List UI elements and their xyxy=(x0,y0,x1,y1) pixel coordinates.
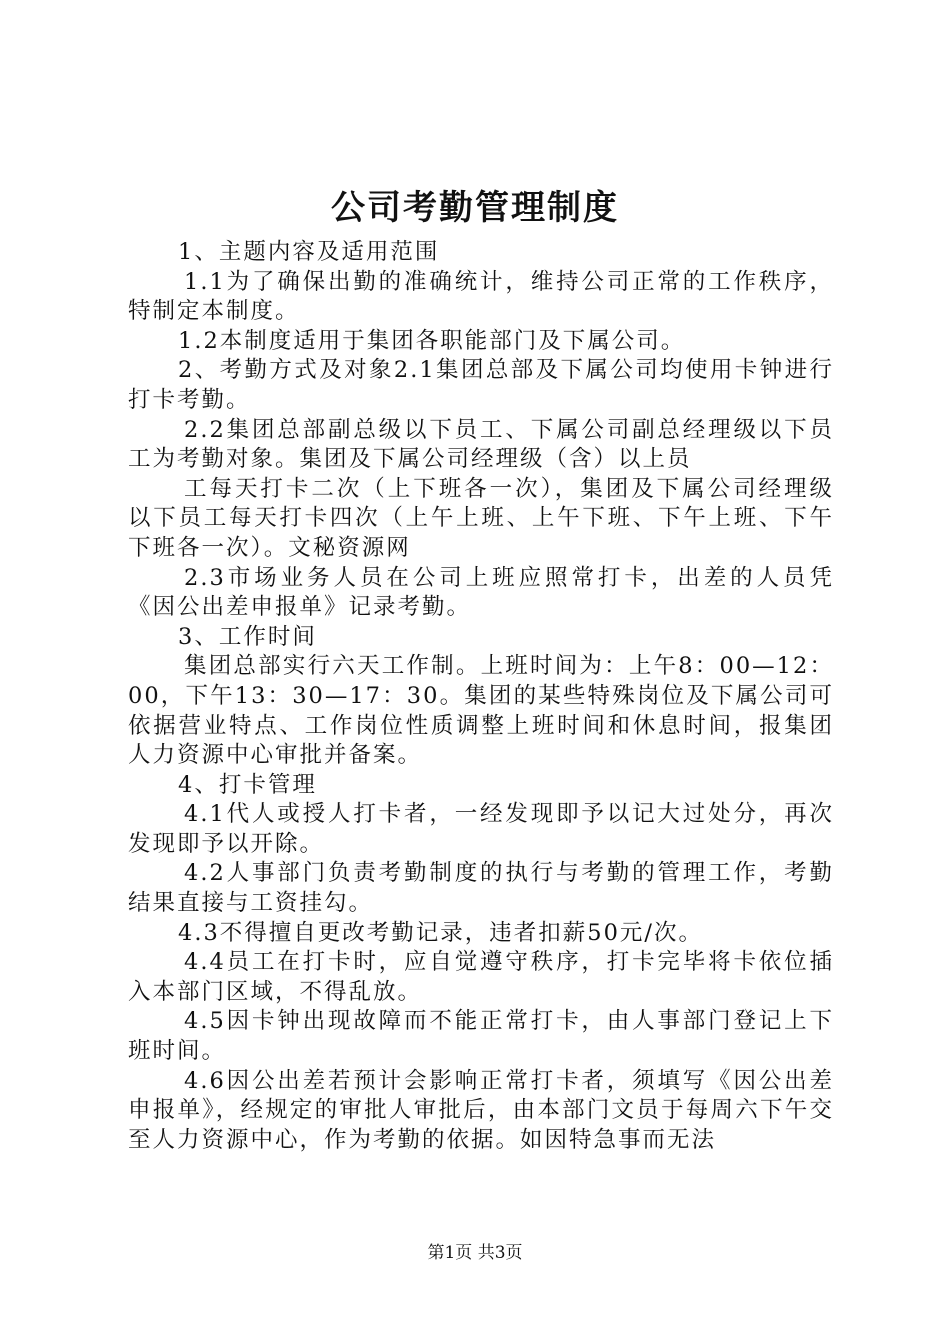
paragraph-2-2: 2.2集团总部副总级以下员工、下属公司副总经理级以下员工为考勤对象。集团及下属公司经理级（含）以上员 xyxy=(128,416,834,473)
paragraph-2-1: 2、考勤方式及对象2.1集团总部及下属公司均使用卡钟进行打卡考勤。 xyxy=(128,357,834,413)
section-heading-1: 1、主题内容及适用范围 xyxy=(178,239,440,265)
paragraph-4-1: 4.1代人或授人打卡者，一经发现即予以记大过处分，再次发现即予以开除。 xyxy=(128,801,834,857)
paragraph-4-2: 4.2人事部门负责考勤制度的执行与考勤的管理工作，考勤结果直接与工资挂勾。 xyxy=(128,860,834,917)
paragraph-2-2-continued: 工每天打卡二次（上下班各一次），集团及下属公司经理级以下员工每天打卡四次（上午上班、上午下班、下午上班、下午下班各一次）。文秘资源网 xyxy=(128,475,834,561)
paragraph-4-4: 4.4员工在打卡时，应自觉遵守秩序，打卡完毕将卡依位插入本部门区域，不得乱放。 xyxy=(128,949,834,1005)
paragraph-3-body: 集团总部实行六天工作制。上班时间为：上午8：00—12：00，下午13：30—17：30。集团的某些特殊岗位及下属公司可依据营业特点、工作岗位性质调整上班时间和休息时间，报集团人力资源中心审批并备案。 xyxy=(128,653,834,769)
paragraph-4-3: 4.3不得擅自更改考勤记录，违者扣薪50元/次。 xyxy=(178,919,703,946)
paragraph-4-5: 4.5因卡钟出现故障而不能正常打卡，由人事部门登记上下班时间。 xyxy=(128,1008,834,1065)
document-body xyxy=(128,238,834,1155)
page-number-footer: 第1页 共3页 xyxy=(427,1243,523,1263)
paragraph-1-1: 1.1为了确保出勤的准确统计，维持公司正常的工作秩序，特制定本制度。 xyxy=(128,268,834,325)
document-title: 公司考勤管理制度 xyxy=(331,188,619,228)
paragraph-4-6: 4.6因公出差若预计会影响正常打卡者，须填写《因公出差申报单》，经规定的审批人审批后，由本部门文员于每周六下午交至人力资源中心，作为考勤的依据。如因特急事而无法 xyxy=(128,1067,834,1153)
paragraph-1-2: 1.2本制度适用于集团各职能部门及下属公司。 xyxy=(178,327,686,354)
paragraph-2-3: 2.3市场业务人员在公司上班应照常打卡，出差的人员凭《因公出差申报单》记录考勤。 xyxy=(128,564,834,621)
section-heading-3: 3、工作时间 xyxy=(178,623,317,650)
section-heading-4: 4、打卡管理 xyxy=(178,771,317,798)
